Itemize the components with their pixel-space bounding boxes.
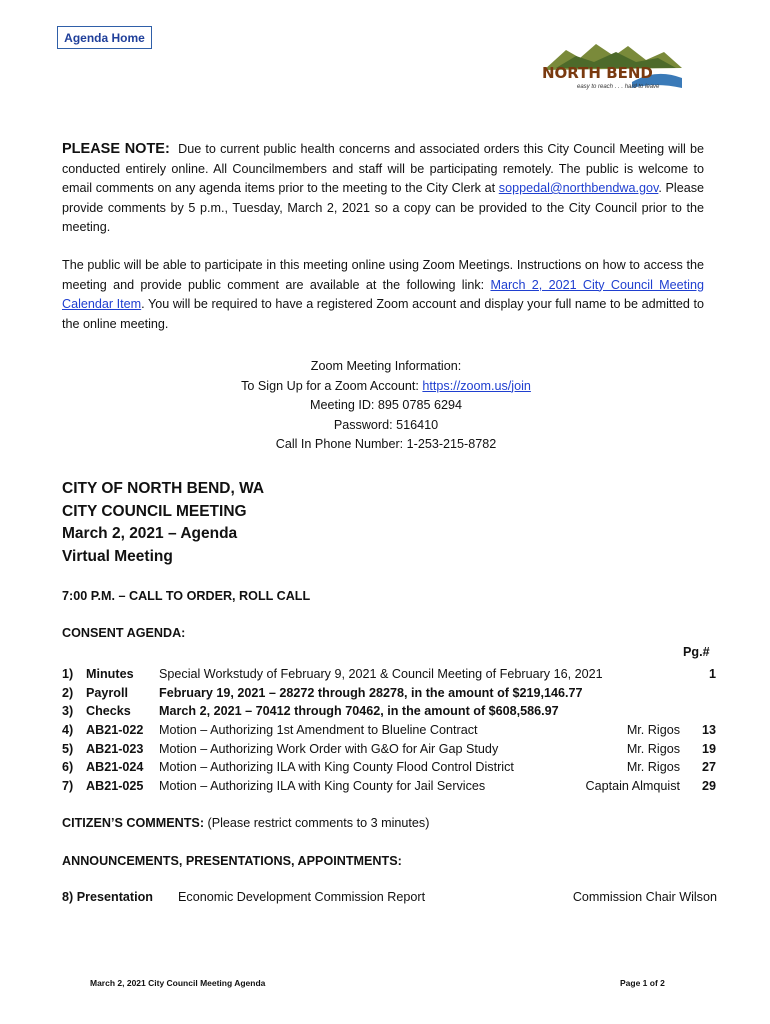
zoom-meeting-id: Meeting ID: 895 0785 6294 bbox=[310, 398, 462, 412]
zoom-signup-label: To Sign Up for a Zoom Account: bbox=[241, 378, 423, 393]
item-number: 2) bbox=[62, 685, 74, 700]
footer-title: March 2, 2021 City Council Meeting Agenda bbox=[90, 978, 266, 988]
zoom-info-block bbox=[62, 357, 710, 455]
logo-tagline: easy to reach . . . hard to leave bbox=[577, 84, 660, 90]
item-page: 27 bbox=[701, 760, 716, 775]
call-to-order-heading: 7:00 P.M. – CALL TO ORDER, ROLL CALL bbox=[62, 589, 311, 603]
item-number: 6) bbox=[62, 760, 74, 775]
item-description: February 19, 2021 – 28272 through 28278, in the amount of $219,146.77 bbox=[159, 685, 583, 700]
title-line-2: CITY COUNCIL MEETING bbox=[62, 502, 247, 520]
notice-paragraph bbox=[62, 140, 704, 238]
item-page: 1 bbox=[708, 667, 716, 681]
item-presenter: Mr. Rigos bbox=[626, 760, 680, 775]
presentation-description: Economic Development Commission Report bbox=[178, 890, 426, 904]
item-code: AB21-024 bbox=[86, 760, 144, 775]
clerk-email-link[interactable]: soppedal@northbendwa.gov bbox=[498, 181, 659, 195]
consent-agenda-list bbox=[62, 665, 722, 796]
agenda-item bbox=[62, 665, 722, 684]
agenda-home-button[interactable]: Agenda Home bbox=[57, 26, 152, 49]
meeting-title bbox=[62, 478, 264, 568]
item-presenter: Mr. Rigos bbox=[626, 723, 680, 738]
item-code: Checks bbox=[86, 704, 131, 719]
logo-name: NORTH BEND bbox=[542, 64, 653, 82]
item-number: 4) bbox=[62, 723, 74, 738]
citizen-comments bbox=[62, 816, 429, 830]
zoom-instructions-paragraph bbox=[62, 256, 704, 334]
item-page: 29 bbox=[701, 779, 716, 794]
title-line-4: Virtual Meeting bbox=[62, 547, 173, 565]
agenda-item bbox=[62, 721, 722, 740]
item-code: Minutes bbox=[86, 667, 134, 681]
zoom-text-a: The public will be able to participate in this meeting online using Zoom Meetings. Instructions on how to access the meeting and provide public comment are available at the following link: bbox=[62, 258, 704, 292]
zoom-title: Zoom Meeting Information: bbox=[310, 359, 462, 373]
zoom-text-b: . You will be required to have a registered Zoom account and display your full name to be admitted to the online meeting. bbox=[62, 297, 704, 331]
item-page: 13 bbox=[701, 723, 716, 738]
item-code: Payroll bbox=[86, 685, 128, 700]
zoom-signup-line bbox=[62, 377, 710, 397]
item-page: 19 bbox=[701, 741, 716, 756]
announcements-heading: ANNOUNCEMENTS, PRESENTATIONS, APPOINTMENTS: bbox=[62, 854, 402, 868]
consent-agenda-heading: CONSENT AGENDA: bbox=[62, 626, 186, 640]
notice-text-b: . Please provide comments by 5 p.m., Tuesday, March 2, 2021 so a copy can be provided to the City Council prior to the meeting. bbox=[62, 181, 705, 234]
item-description: Motion – Authorizing 1st Amendment to Blueline Contract bbox=[159, 723, 478, 738]
item-number: 5) bbox=[62, 741, 74, 756]
title-line-3: March 2, 2021 – Agenda bbox=[62, 525, 238, 542]
item-number: 1) bbox=[62, 667, 74, 681]
agenda-item bbox=[62, 702, 722, 721]
notice-text-a: Due to current public health concerns and associated orders this City Council Meeting will be conducted entirely online. All Councilmembers and staff will be participating remotely. The public is welcome to email comments on any agenda items prior to the meeting to the City Clerk at bbox=[62, 142, 705, 195]
please-note-label: PLEASE NOTE: bbox=[62, 141, 170, 157]
calendar-item-link[interactable]: March 2, 2021 City Council Meeting Calendar Item bbox=[62, 277, 704, 311]
item-presenter: Mr. Rigos bbox=[626, 741, 680, 756]
presentation-label: 8) Presentation bbox=[62, 890, 153, 904]
footer-page-number: Page 1 of 2 bbox=[620, 978, 665, 988]
item-description: Special Workstudy of February 9, 2021 & Council Meeting of February 16, 2021 bbox=[159, 667, 603, 681]
item-number: 7) bbox=[62, 779, 74, 794]
item-number: 3) bbox=[62, 704, 74, 719]
item-code: AB21-025 bbox=[86, 779, 144, 794]
agenda-item bbox=[62, 758, 722, 777]
citizen-comments-label: CITIZEN’S COMMENTS: bbox=[62, 816, 205, 830]
title-line-1: CITY OF NORTH BEND, WA bbox=[62, 480, 265, 497]
page-number-header: Pg.# bbox=[683, 645, 710, 659]
item-presenter: Captain Almquist bbox=[585, 779, 680, 794]
zoom-signup-link[interactable]: https://zoom.us/join bbox=[422, 378, 531, 393]
item-description: Motion – Authorizing ILA with King County for Jail Services bbox=[159, 779, 486, 794]
item-description: March 2, 2021 – 70412 through 70462, in the amount of $608,586.97 bbox=[159, 704, 559, 719]
item-description: Motion – Authorizing Work Order with G&O for Air Gap Study bbox=[159, 741, 499, 756]
agenda-item bbox=[62, 777, 722, 796]
agenda-item bbox=[62, 740, 722, 759]
item-code: AB21-023 bbox=[86, 741, 144, 756]
zoom-password: Password: 516410 bbox=[333, 417, 439, 432]
citizen-comments-note: (Please restrict comments to 3 minutes) bbox=[204, 816, 430, 830]
presentation-item bbox=[62, 890, 722, 910]
agenda-item bbox=[62, 684, 722, 703]
zoom-phone: Call In Phone Number: 1-253-215-8782 bbox=[275, 437, 497, 451]
item-description: Motion – Authorizing ILA with King County Flood Control District bbox=[159, 760, 514, 775]
presentation-presenter: Commission Chair Wilson bbox=[572, 890, 717, 904]
item-code: AB21-022 bbox=[86, 723, 144, 738]
